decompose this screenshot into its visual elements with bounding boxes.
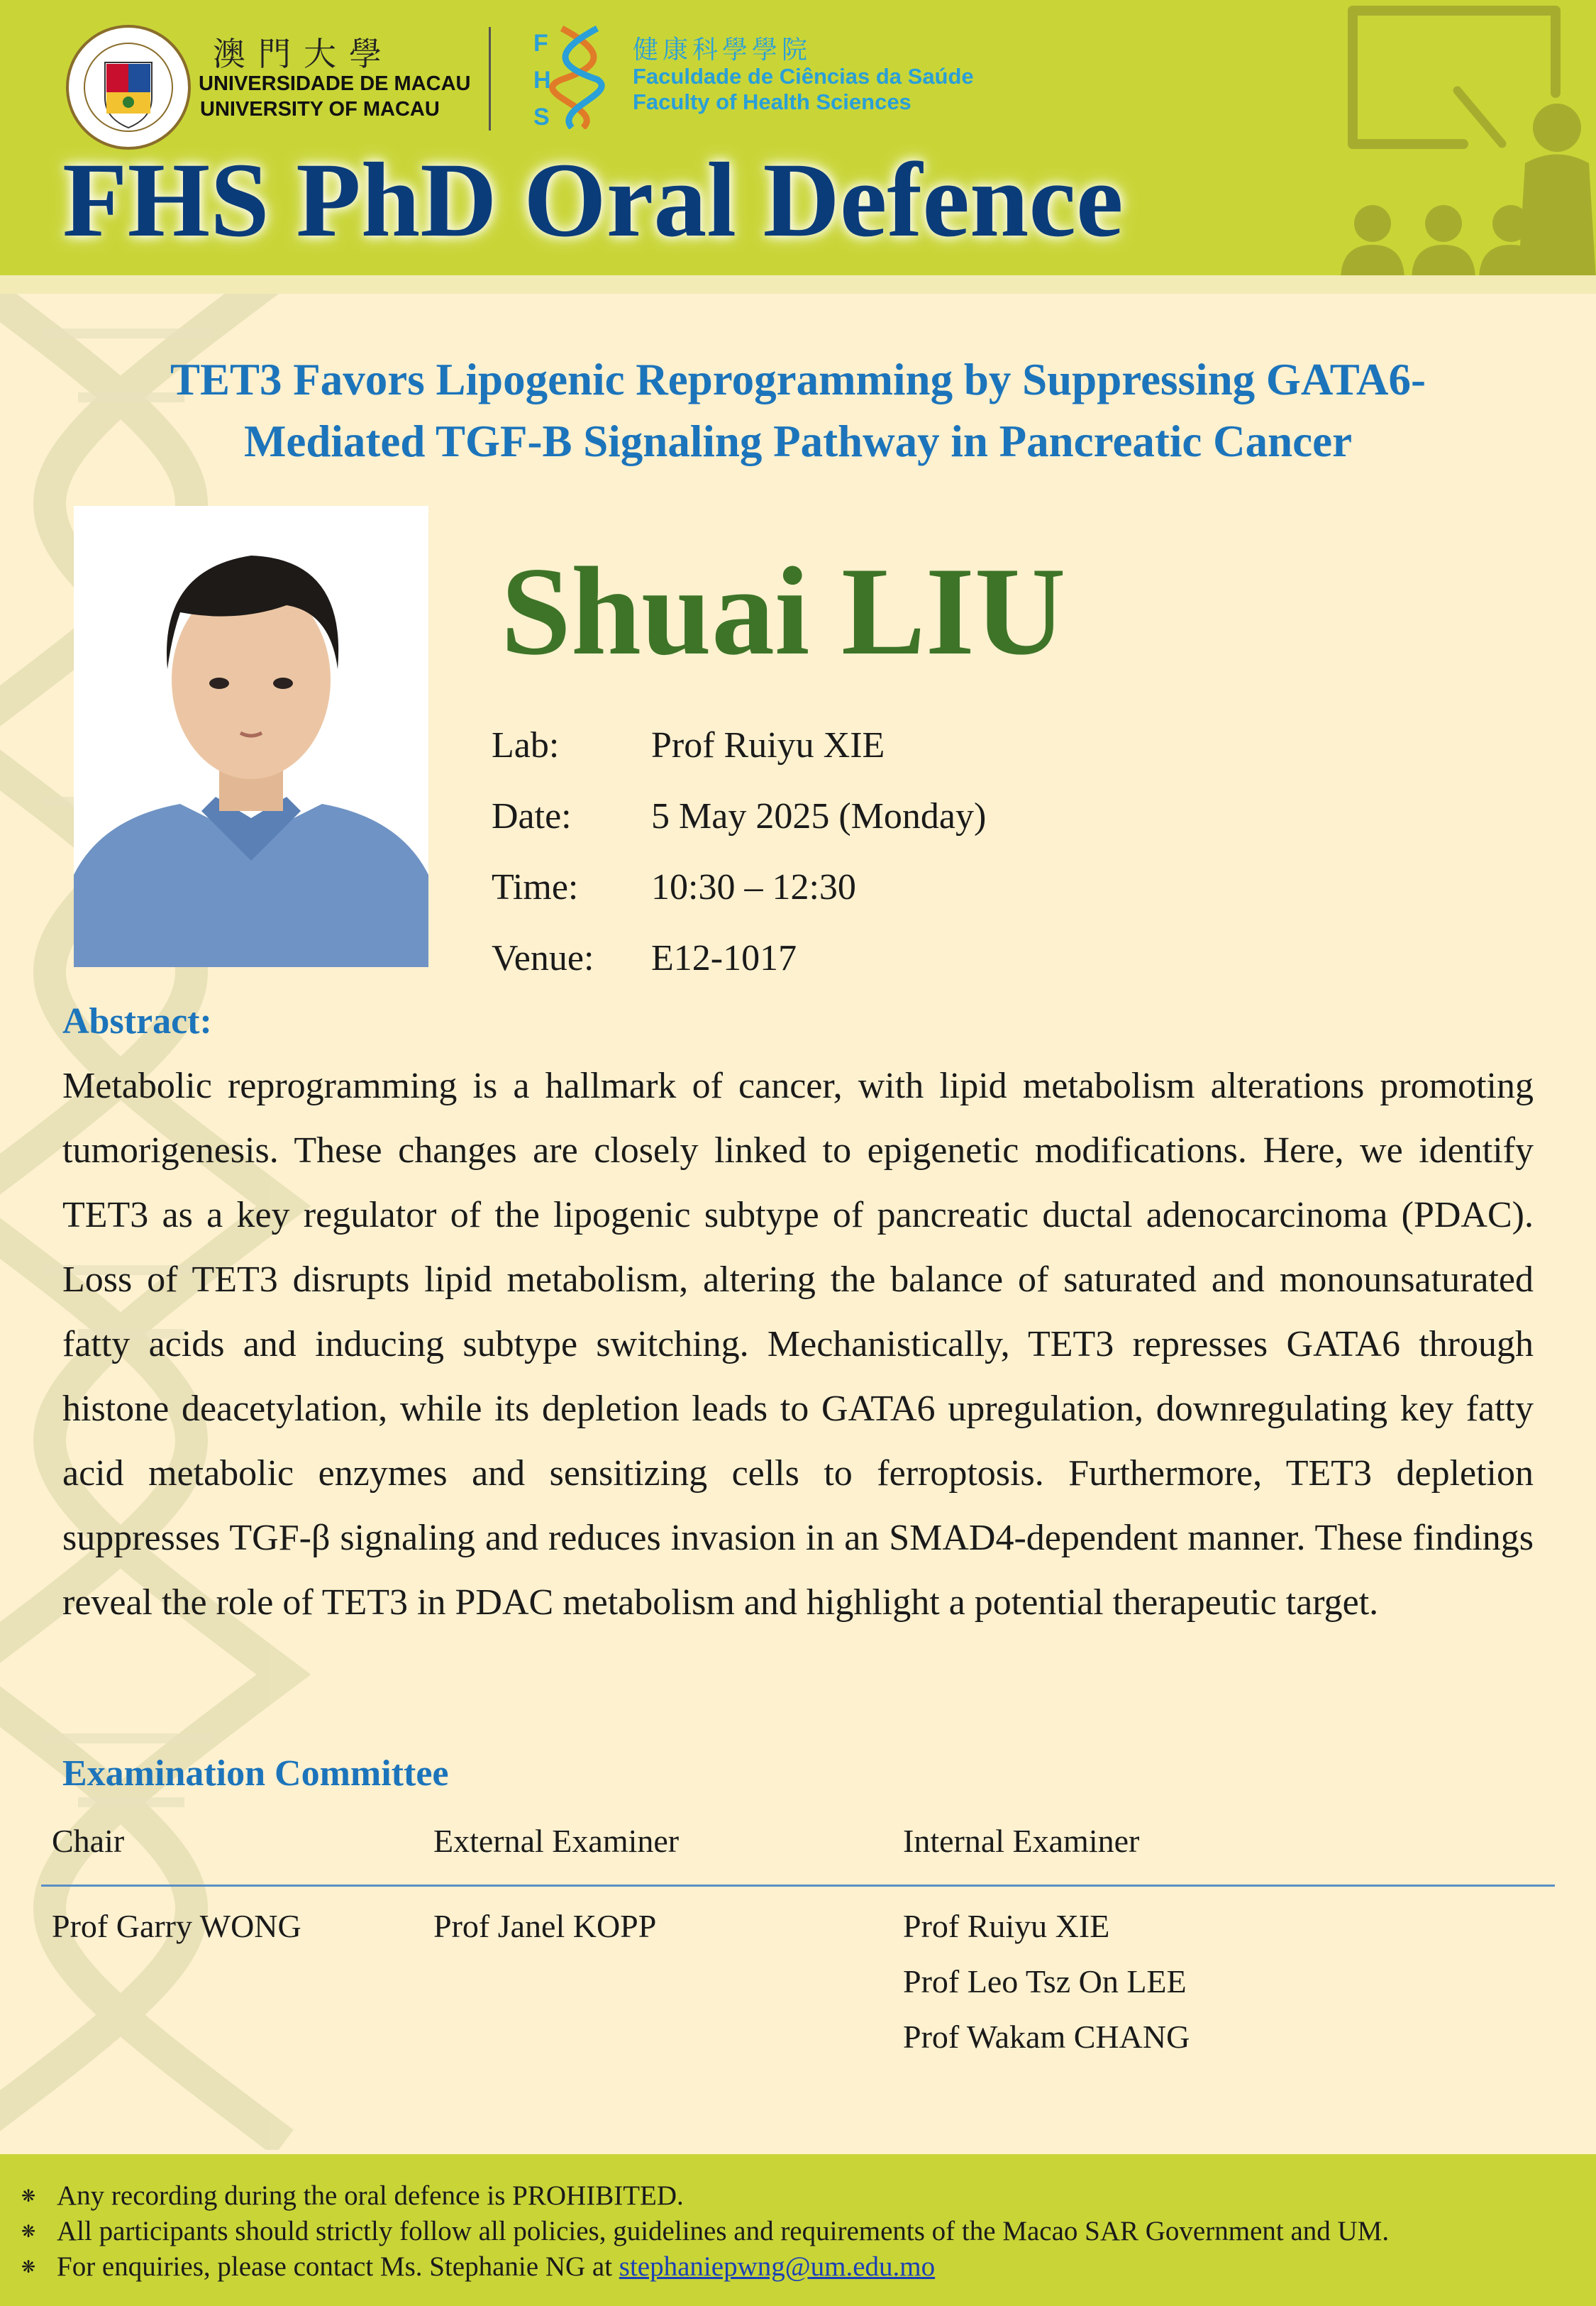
- svg-text:F: F: [533, 30, 548, 57]
- bullet-icon: ❋: [21, 2185, 36, 2206]
- um-english-name: UNIVERSITY OF MACAU: [200, 98, 440, 121]
- presentation-teacher-icon: [1305, 0, 1596, 280]
- detail-label: Date:: [492, 795, 572, 837]
- contact-email-link[interactable]: stephaniepwng@um.edu.mo: [619, 2251, 936, 2282]
- detail-label: Time:: [492, 866, 579, 907]
- abstract-text: Metabolic reprogramming is a hallmark of cancer, with lipid metabolism alterations promoting tumorigenesis. These changes are closely linked to epigenetic modifications. Here, we identify TET3 as a key regulator of the lipogenic subtype of pancreatic ductal adenocarcinoma (PDAC). Loss of TET3 disrupts lipid metabolism, altering the balance of saturated and monounsaturated fatty acids and inducing subtype switching. Mechanistically, TET3 represses GATA6 through histone deacetylation, while its depletion leads to GATA6 upregulation, downregulating key fatty acid metabolic enzymes and sensitizing cells to ferroptosis. Furthermore, TET3 depletion suppresses TGF-β signaling and reduces invasion in an SMAD4-dependent manner. These findings reveal the role of TET3 in PDAC metabolism and highlight a potential therapeutic target.: [62, 1066, 1534, 1623]
- thesis-title: [43, 349, 1553, 473]
- committee-divider: [41, 1885, 1555, 1887]
- chair-name: Prof Garry WONG: [52, 1908, 301, 1944]
- fhs-english-name: Faculty of Health Sciences: [633, 89, 911, 114]
- footer-note-recording: [0, 2180, 684, 2212]
- abstract-heading: Abstract:: [62, 1001, 212, 1042]
- detail-value: 10:30 – 12:30: [651, 866, 856, 907]
- internal-examiner-name: Prof Wakam CHANG: [903, 2019, 1190, 2055]
- fhs-dna-logo-icon: [533, 23, 613, 129]
- header-divider: [489, 27, 491, 131]
- header-banner: [0, 0, 1596, 280]
- detail-row-date: [492, 780, 986, 851]
- footer-note-text: For enquiries, please contact Ms. Stephanie NG at: [57, 2251, 619, 2282]
- committee-heading: Examination Committee: [62, 1753, 449, 1794]
- detail-value: E12-1017: [651, 937, 797, 978]
- svg-text:H: H: [533, 67, 551, 94]
- external-examiner-name: Prof Janel KOPP: [433, 1908, 657, 1944]
- thesis-title-line-1: TET3 Favors Lipogenic Reprogramming by Suppressing GATA6-: [170, 355, 1426, 404]
- detail-label: Venue:: [492, 937, 594, 978]
- detail-label: Lab:: [492, 724, 560, 766]
- footer-note-policies: [0, 2215, 1389, 2247]
- detail-row-time: [492, 851, 986, 922]
- detail-row-lab: [492, 710, 986, 780]
- footer-note-text: All participants should strictly follow all policies, guidelines and requirements of the Macao SAR Government and UM.: [57, 2216, 1390, 2246]
- fhs-chinese-name: 健康科學學院: [633, 35, 812, 65]
- footer-note-enquiries: [0, 2251, 935, 2283]
- footer-note-text: Any recording during the oral defence is PROHIBITED.: [57, 2180, 684, 2211]
- um-portuguese-name: UNIVERSIDADE DE MACAU: [199, 72, 471, 95]
- internal-examiner-name: Prof Leo Tsz On LEE: [903, 1963, 1187, 1999]
- defence-details: [492, 710, 986, 993]
- detail-value: Prof Ruiyu XIE: [651, 724, 885, 766]
- page-title: FHS PhD Oral Defence: [62, 141, 1124, 259]
- um-chinese-name: 澳門大學: [213, 35, 394, 73]
- candidate-photo: [74, 506, 428, 967]
- thesis-title-line-2: Mediated TGF-B Signaling Pathway in Pancreatic Cancer: [243, 416, 1353, 466]
- candidate-name: Shuai LIU: [501, 541, 1066, 681]
- header-underline: [0, 275, 1596, 294]
- bullet-icon: ❋: [21, 2221, 36, 2241]
- detail-value: 5 May 2025 (Monday): [651, 795, 987, 837]
- internal-examiner-name: Prof Ruiyu XIE: [903, 1908, 1110, 1944]
- fhs-portuguese-name: Faculdade de Ciências da Saúde: [633, 64, 974, 89]
- university-of-macau-seal-icon: [65, 24, 192, 150]
- external-examiner-label: External Examiner: [433, 1823, 680, 1859]
- detail-row-venue: [492, 922, 986, 993]
- chair-label: Chair: [52, 1823, 125, 1859]
- svg-text:S: S: [533, 104, 550, 129]
- internal-examiner-label: Internal Examiner: [903, 1823, 1140, 1859]
- bullet-icon: ❋: [21, 2256, 36, 2277]
